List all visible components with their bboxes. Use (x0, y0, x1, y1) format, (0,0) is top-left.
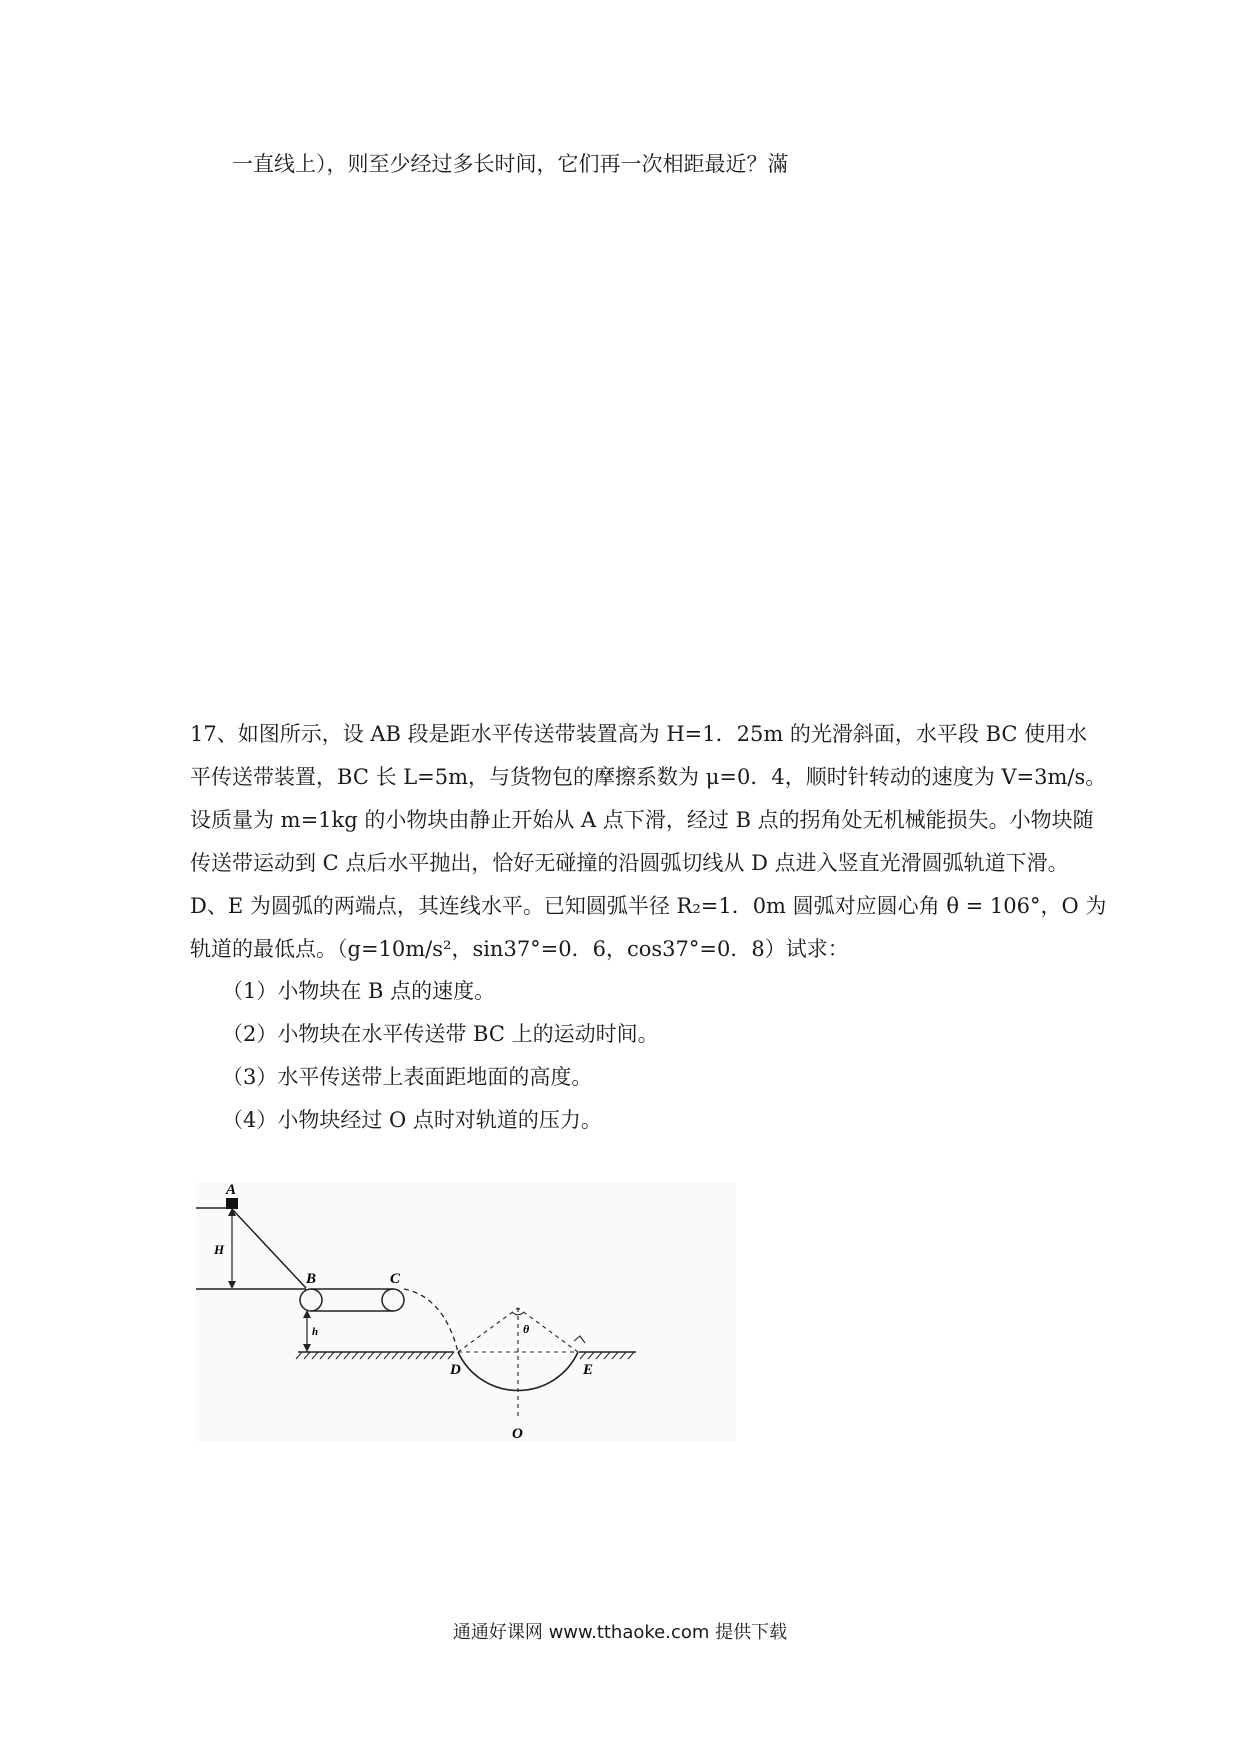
problem-line-6: 轨道的最低点。（g=10m/s²，sin37°=0．6，cos37°=0．8）试求： (190, 937, 849, 961)
figure-background (196, 1182, 736, 1442)
label-d: D (450, 1362, 461, 1378)
label-o: O (512, 1426, 523, 1442)
question-4: （4）小物块经过 O 点时对轨道的压力。 (222, 1108, 602, 1132)
problem-line-3: 设质量为 m=1kg 的小物块由静止开始从 A 点下滑，经过 B 点的拐角处无机械能损失。小物块随 (190, 808, 1094, 832)
question-3: （3）水平传送带上表面距地面的高度。 (222, 1065, 593, 1089)
conveyor-track-diagram (196, 1182, 736, 1442)
question-1: （1）小物块在 B 点的速度。 (222, 979, 496, 1003)
question-2: （2）小物块在水平传送带 BC 上的运动时间。 (222, 1022, 659, 1046)
problem-line-1: 17、如图所示，设 AB 段是距水平传送带装置高为 H=1．25m 的光滑斜面，水平段 BC 使用水 (190, 722, 1088, 746)
label-small-h: h (312, 1326, 319, 1338)
label-a: A (226, 1182, 237, 1198)
problem-line-2: 平传送带装置，BC 长 L=5m，与货物包的摩擦系数为 μ=0．4，顺时针转动的速度为 V=3m/s。 (190, 765, 1107, 789)
label-c: C (390, 1271, 401, 1287)
label-theta: θ (523, 1322, 530, 1336)
page-footer: 通通好课网 www.tthaoke.com 提供下载 (452, 1622, 788, 1643)
continued-question-text: 一直线上），则至少经过多长时间，它们再一次相距最近？滿 (232, 152, 789, 176)
block-a (226, 1198, 238, 1209)
problem-line-4: 传送带运动到 C 点后水平抛出，恰好无碰撞的沿圆弧切线从 D 点进入竖直光滑圆弧轨道下滑。 (190, 851, 1069, 875)
label-e: E (583, 1362, 594, 1378)
problem-line-5: D、E 为圆弧的两端点，其连线水平。已知圆弧半径 R₂=1．0m 圆弧对应圆心角 θ = 106°，O 为 (190, 894, 1107, 918)
label-b: B (306, 1271, 317, 1287)
label-h: H (214, 1242, 225, 1257)
